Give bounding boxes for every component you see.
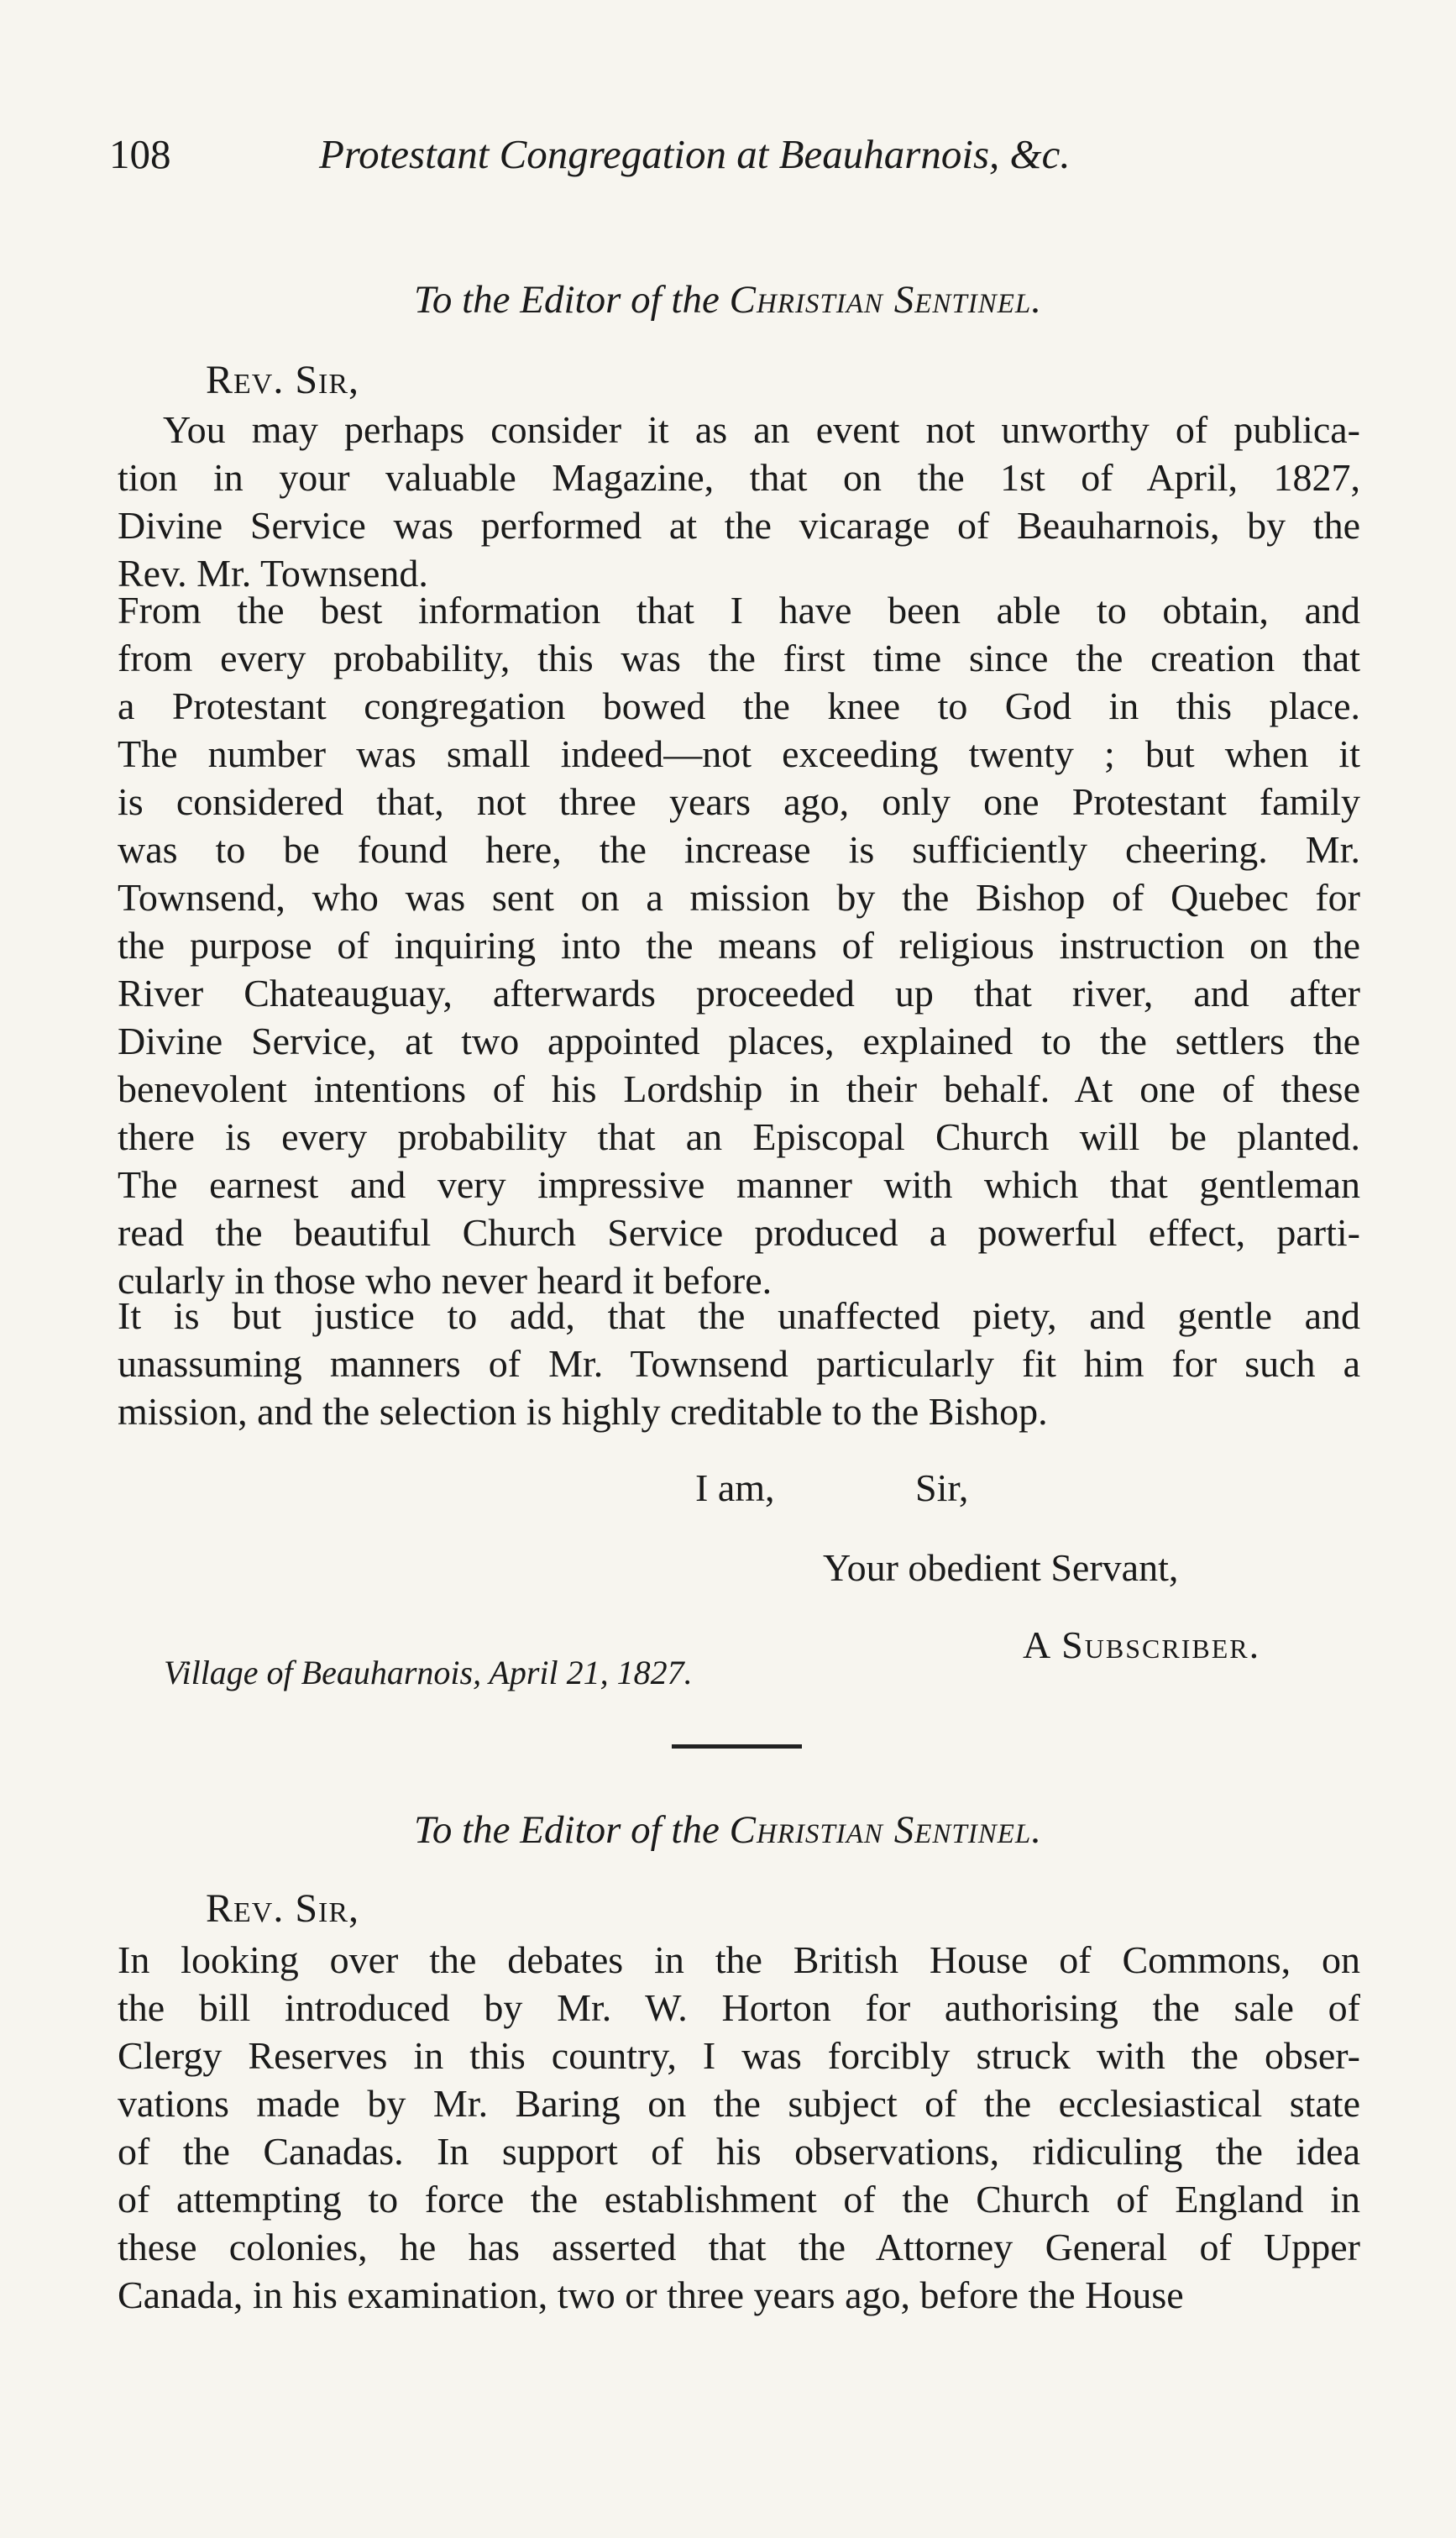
text-line: read the beautiful Church Service produced a powerful effect, parti- xyxy=(118,1211,1360,1254)
text-line: tion in your valuable Magazine, that on the 1st of April, 1827, xyxy=(118,456,1360,499)
closing-sir: Sir, xyxy=(915,1466,969,1509)
text-line: Divine Service, at two appointed places, explained to the settlers the xyxy=(118,1020,1360,1062)
text-line: River Chateauguay, afterwards proceeded up that river, and after xyxy=(118,972,1360,1015)
letter2-paragraph-1 xyxy=(118,1936,1360,2319)
running-head xyxy=(109,130,1369,178)
text-line: It is but justice to add, that the unaffected piety, and gentle and xyxy=(118,1294,1360,1337)
closing-servant: Your obedient Servant, xyxy=(823,1546,1179,1589)
text-line: from every probability, this was the first time since the creation that xyxy=(118,637,1360,679)
signature: A Subscriber. xyxy=(1023,1623,1261,1666)
letter1-paragraph-2 xyxy=(118,586,1360,1304)
text-line: of the Canadas. In support of his observations, ridiculing the idea xyxy=(118,2130,1360,2173)
letter2-heading xyxy=(0,1807,1456,1853)
text-line: benevolent intentions of his Lordship in their behalf. At one of these xyxy=(118,1067,1360,1110)
text-line: You may perhaps consider it as an event not unworthy of publica- xyxy=(163,408,1360,451)
text-line: a Protestant congregation bowed the knee to God in this place. xyxy=(118,684,1360,727)
text-line: was to be found here, the increase is sufficiently cheering. Mr. xyxy=(118,828,1360,871)
letter1-salutation: Rev. Sir, xyxy=(206,358,360,402)
closing-i-am: I am, xyxy=(695,1466,775,1509)
letter2-heading-prefix: To the Editor of the xyxy=(414,1808,720,1852)
text-line: the bill introduced by Mr. W. Horton for authorising the sale of xyxy=(118,1986,1360,2029)
text-line: cularly in those who never heard it before. xyxy=(118,1259,773,1302)
text-line: Divine Service was performed at the vicarage of Beauharnois, by the xyxy=(118,504,1360,547)
letter1-heading-journal: Christian Sentinel. xyxy=(729,278,1042,322)
text-line: From the best information that I have been able to obtain, and xyxy=(118,589,1360,632)
letter2-heading-journal: Christian Sentinel. xyxy=(729,1808,1042,1852)
letter1-heading xyxy=(0,277,1456,322)
text-line: vations made by Mr. Baring on the subject of the ecclesiastical state xyxy=(118,2082,1360,2125)
text-line: Townsend, who was sent on a mission by the Bishop of Quebec for xyxy=(118,876,1360,919)
letter2-salutation: Rev. Sir, xyxy=(206,1886,360,1931)
text-line: Canada, in his examination, two or three years ago, before the House xyxy=(118,2273,1184,2316)
text-line: unassuming manners of Mr. Townsend particularly fit him for such a xyxy=(118,1342,1360,1385)
text-line: the purpose of inquiring into the means of religious instruction on the xyxy=(118,924,1360,967)
text-line: The number was small indeed—not exceeding twenty ; but when it xyxy=(118,732,1360,775)
letter1-paragraph-3 xyxy=(118,1292,1360,1435)
text-line: these colonies, he has asserted that the Attorney General of Upper xyxy=(118,2226,1360,2268)
text-line: The earnest and very impressive manner with which that gentleman xyxy=(118,1163,1360,1206)
text-line: is considered that, not three years ago, only one Protestant family xyxy=(118,780,1360,823)
text-line: there is every probability that an Episcopal Church will be planted. xyxy=(118,1115,1360,1158)
text-line: mission, and the selection is highly creditable to the Bishop. xyxy=(118,1390,1048,1433)
text-line: Rev. Mr. Townsend. xyxy=(118,552,428,595)
text-line: In looking over the debates in the British House of Commons, on xyxy=(118,1938,1360,1981)
letter1-paragraph-1 xyxy=(118,406,1360,597)
letter1-heading-prefix: To the Editor of the xyxy=(414,278,720,322)
dateline: Village of Beauharnois, April 21, 1827. xyxy=(164,1654,693,1691)
page-number: 108 xyxy=(109,131,171,177)
running-title: Protestant Congregation at Beauharnois, &c. xyxy=(319,131,1071,177)
text-line: Clergy Reserves in this country, I was forcibly struck with the obser- xyxy=(118,2034,1360,2077)
text-line: of attempting to force the establishment of the Church of England in xyxy=(118,2178,1360,2221)
section-divider-rule xyxy=(672,1744,802,1749)
